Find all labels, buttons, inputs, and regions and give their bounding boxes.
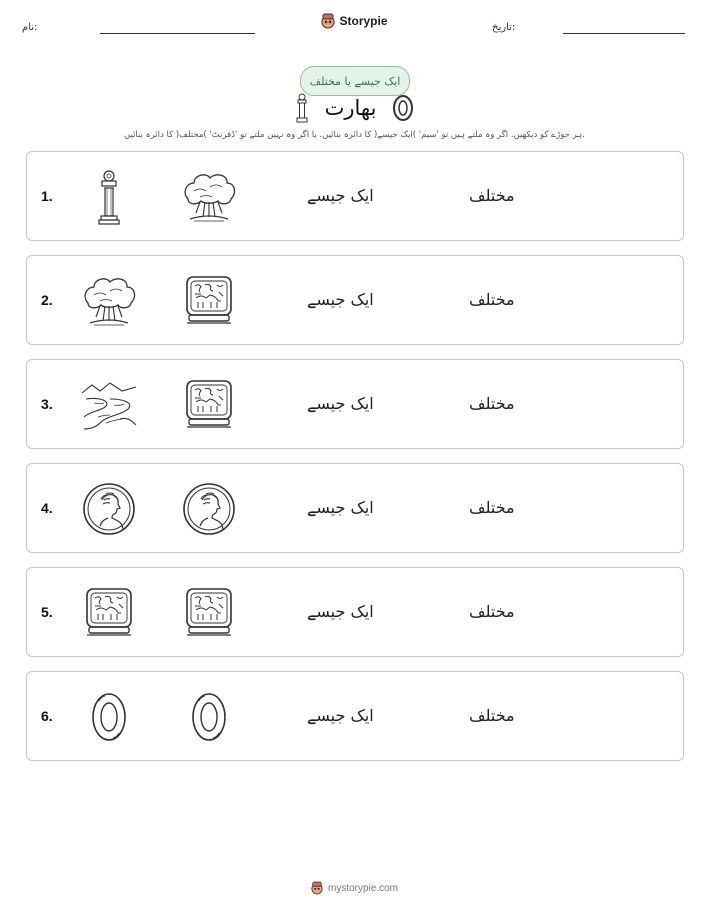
banyan-tree-icon bbox=[80, 272, 138, 330]
different-option[interactable]: مختلف bbox=[469, 186, 515, 205]
coin-icon bbox=[80, 480, 138, 538]
question-row bbox=[26, 671, 684, 761]
indus-seal-icon bbox=[180, 272, 238, 330]
indus-seal-icon bbox=[180, 584, 238, 642]
indus-seal-icon bbox=[180, 376, 238, 434]
same-option[interactable]: ایک جیسے bbox=[307, 290, 374, 309]
question-row bbox=[26, 359, 684, 449]
same-option[interactable]: ایک جیسے bbox=[307, 602, 374, 621]
pillar-icon bbox=[295, 93, 309, 123]
banyan-tree-icon bbox=[180, 168, 238, 226]
question-row bbox=[26, 463, 684, 553]
question-row bbox=[26, 151, 684, 241]
page-title: بھارت bbox=[324, 96, 377, 120]
storypie-mascot-icon bbox=[321, 13, 335, 29]
pillar-icon bbox=[80, 168, 138, 226]
zero-icon bbox=[392, 94, 414, 122]
question-number: 3. bbox=[41, 396, 53, 412]
different-option[interactable]: مختلف bbox=[469, 498, 515, 517]
date-line[interactable] bbox=[563, 33, 685, 34]
question-number: 1. bbox=[41, 188, 53, 204]
brand-logo bbox=[0, 13, 709, 29]
footer bbox=[0, 881, 709, 895]
footer-site: mystorypie.com bbox=[327, 882, 398, 894]
name-label: نام: bbox=[22, 22, 38, 33]
storypie-mascot-icon bbox=[311, 881, 323, 895]
river-icon bbox=[80, 376, 138, 434]
question-row bbox=[26, 567, 684, 657]
question-number: 6. bbox=[41, 708, 53, 724]
same-option[interactable]: ایک جیسے bbox=[307, 498, 374, 517]
question-row bbox=[26, 255, 684, 345]
name-line[interactable] bbox=[100, 33, 255, 34]
different-option[interactable]: مختلف bbox=[469, 394, 515, 413]
different-option[interactable]: مختلف bbox=[469, 290, 515, 309]
question-number: 4. bbox=[41, 500, 53, 516]
topic-tag-label: ایک جیسے یا مختلف bbox=[309, 74, 401, 88]
zero-icon bbox=[180, 688, 238, 746]
date-label: تاریخ: bbox=[492, 22, 516, 33]
coin-icon bbox=[180, 480, 238, 538]
question-number: 5. bbox=[41, 604, 53, 620]
same-option[interactable]: ایک جیسے bbox=[307, 706, 374, 725]
indus-seal-icon bbox=[80, 584, 138, 642]
question-number: 2. bbox=[41, 292, 53, 308]
title-row bbox=[0, 92, 709, 124]
same-option[interactable]: ایک جیسے bbox=[307, 394, 374, 413]
same-option[interactable]: ایک جیسے bbox=[307, 186, 374, 205]
different-option[interactable]: مختلف bbox=[469, 706, 515, 725]
instructions: ہر جوڑے کو دیکھیں. اگر وہ ملتے ہیں تو 'سیم' )ایک جیسے( کا دائرہ بنائیں. یا اگر وہ نہیں ملتے تو 'ڈفرنٹ' )مختلف( کا دائرہ بنائیں. bbox=[124, 130, 585, 140]
different-option[interactable]: مختلف bbox=[469, 602, 515, 621]
zero-icon bbox=[80, 688, 138, 746]
brand-name: Storypie bbox=[339, 14, 388, 28]
